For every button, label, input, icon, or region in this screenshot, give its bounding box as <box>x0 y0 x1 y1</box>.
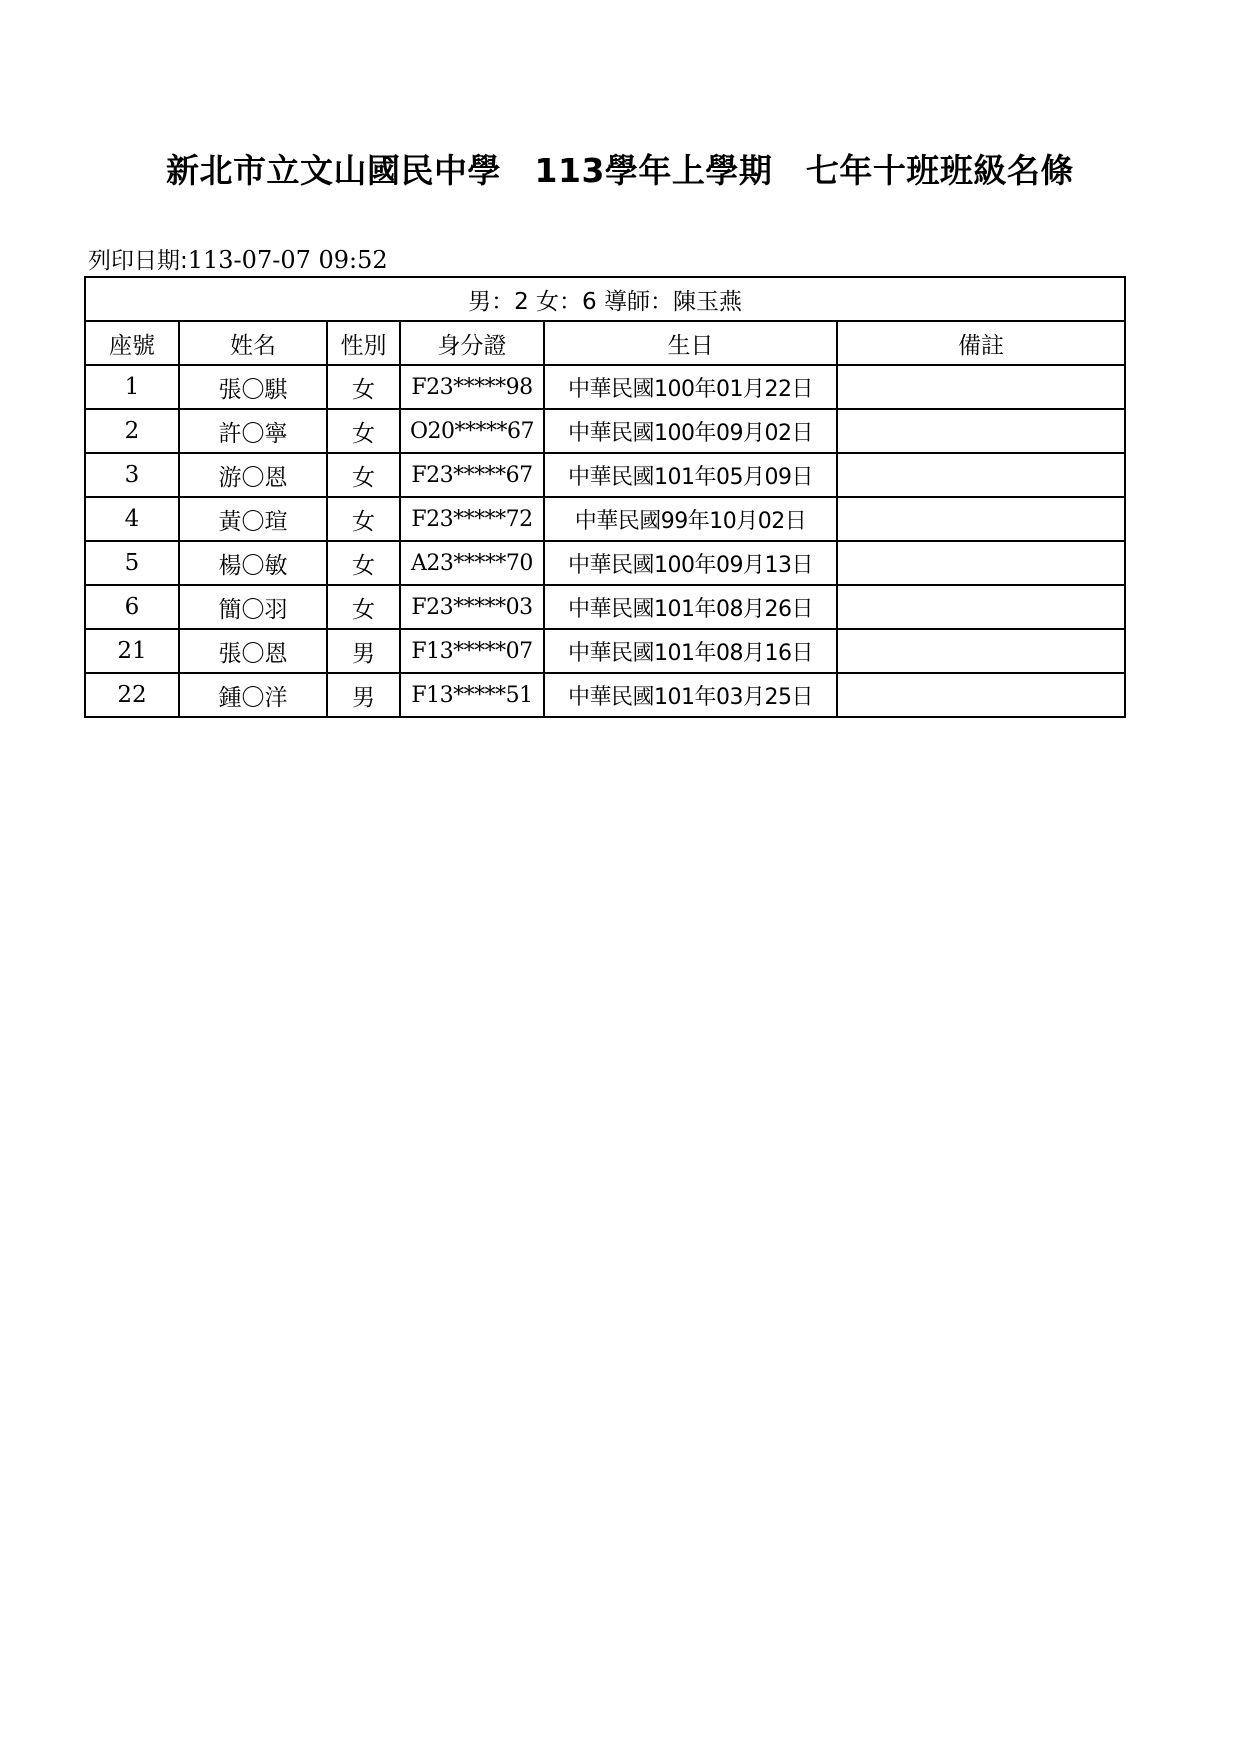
gender-cell: 女 <box>327 497 400 541</box>
table-row <box>85 629 1125 673</box>
class-summary: 男：2 女：6 導師：陳玉燕 <box>85 277 1125 321</box>
name-cell: 簡〇羽 <box>179 585 327 629</box>
note-cell <box>837 585 1125 629</box>
table-row <box>85 497 1125 541</box>
gender-cell: 男 <box>327 673 400 717</box>
birthday-cell: 中華民國99年10月02日 <box>544 497 837 541</box>
table-row <box>85 409 1125 453</box>
gender-cell: 女 <box>327 585 400 629</box>
id-cell: F13*****07 <box>400 629 544 673</box>
name-cell: 張〇恩 <box>179 629 327 673</box>
name-cell: 楊〇敏 <box>179 541 327 585</box>
id-cell: F13*****51 <box>400 673 544 717</box>
id-cell: F23*****67 <box>400 453 544 497</box>
header-row <box>85 321 1125 365</box>
id-cell: F23*****72 <box>400 497 544 541</box>
column-header-name: 姓名 <box>179 321 327 365</box>
birthday-cell: 中華民國101年08月16日 <box>544 629 837 673</box>
id-cell: F23*****98 <box>400 365 544 409</box>
birthday-cell: 中華民國100年09月13日 <box>544 541 837 585</box>
seat-cell: 4 <box>85 497 179 541</box>
seat-cell: 22 <box>85 673 179 717</box>
column-header-id: 身分證 <box>400 321 544 365</box>
birthday-cell: 中華民國101年05月09日 <box>544 453 837 497</box>
seat-cell: 5 <box>85 541 179 585</box>
name-cell: 鍾〇洋 <box>179 673 327 717</box>
note-cell <box>837 453 1125 497</box>
birthday-cell: 中華民國100年09月02日 <box>544 409 837 453</box>
seat-cell: 2 <box>85 409 179 453</box>
seat-cell: 6 <box>85 585 179 629</box>
name-cell: 黃〇瑄 <box>179 497 327 541</box>
table-row <box>85 673 1125 717</box>
note-cell <box>837 497 1125 541</box>
seat-cell: 3 <box>85 453 179 497</box>
name-cell: 游〇恩 <box>179 453 327 497</box>
note-cell <box>837 673 1125 717</box>
birthday-cell: 中華民國101年08月26日 <box>544 585 837 629</box>
print-date <box>88 242 388 275</box>
gender-cell: 女 <box>327 365 400 409</box>
gender-cell: 女 <box>327 541 400 585</box>
page-title: 新北市立文山國民中學 113學年上學期 七年十班班級名條 <box>166 151 1074 190</box>
summary-row <box>85 277 1125 321</box>
note-cell <box>837 629 1125 673</box>
note-cell <box>837 541 1125 585</box>
column-header-note: 備註 <box>837 321 1125 365</box>
gender-cell: 男 <box>327 629 400 673</box>
seat-cell: 21 <box>85 629 179 673</box>
birthday-cell: 中華民國101年03月25日 <box>544 673 837 717</box>
id-cell: O20*****67 <box>400 409 544 453</box>
table-row <box>85 541 1125 585</box>
name-cell: 張〇騏 <box>179 365 327 409</box>
column-header-birthday: 生日 <box>544 321 837 365</box>
name-cell: 許〇寧 <box>179 409 327 453</box>
print-date-label: 列印日期: <box>88 248 188 274</box>
column-header-seat: 座號 <box>85 321 179 365</box>
id-cell: F23*****03 <box>400 585 544 629</box>
table-row <box>85 585 1125 629</box>
print-date-value: 113-07-07 09:52 <box>187 246 388 274</box>
gender-cell: 女 <box>327 453 400 497</box>
table-row <box>85 365 1125 409</box>
id-cell: A23*****70 <box>400 541 544 585</box>
seat-cell: 1 <box>85 365 179 409</box>
gender-cell: 女 <box>327 409 400 453</box>
birthday-cell: 中華民國100年01月22日 <box>544 365 837 409</box>
note-cell <box>837 365 1125 409</box>
class-roster-table <box>84 276 1126 718</box>
column-header-gender: 性別 <box>327 321 400 365</box>
note-cell <box>837 409 1125 453</box>
table-row <box>85 453 1125 497</box>
